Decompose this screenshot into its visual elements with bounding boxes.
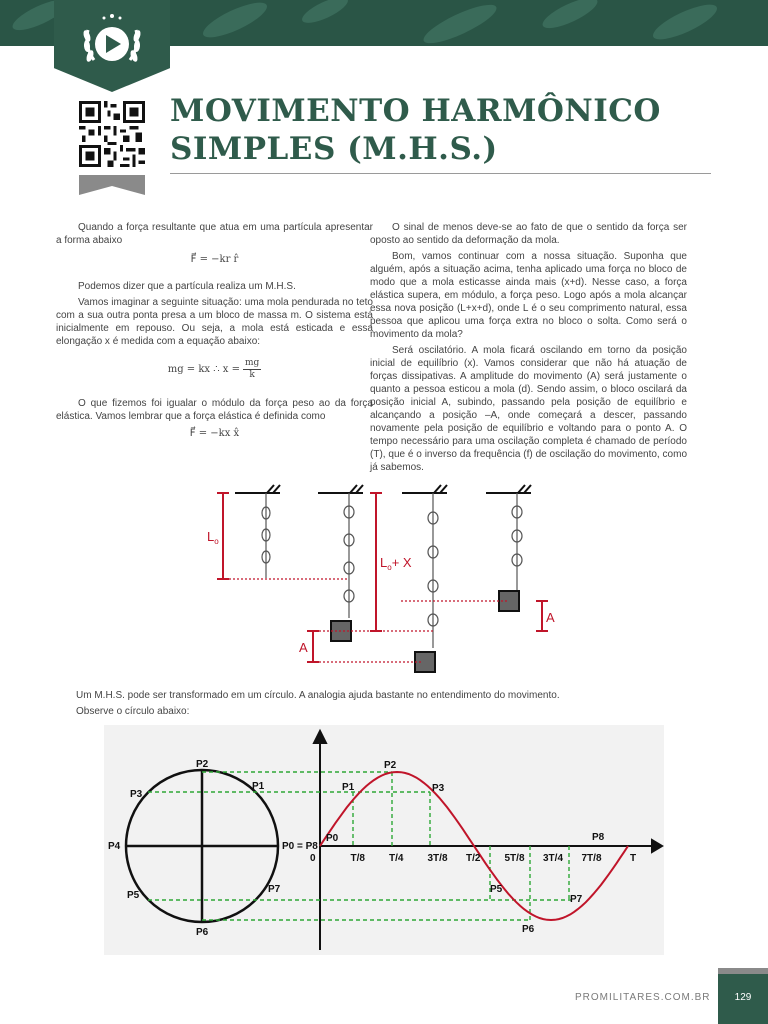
analogy-line-1: Um M.H.S. pode ser transformado em um círculo. A analogia ajuda bastante no entendimento do movimento. (76, 690, 560, 701)
fraction-numerator: mg (244, 358, 260, 368)
circle-point-label: P3 (130, 789, 143, 800)
title-divider (170, 173, 711, 174)
fraction-denominator: k (249, 370, 255, 380)
equation-elastic-force: F⃗ = −kx x̂ (189, 428, 240, 439)
wave-point-label: P7 (570, 894, 583, 905)
label-L0X-rest: + X (391, 555, 412, 570)
tick-label: 3T/8 (427, 853, 448, 864)
tick-label: T/4 (389, 853, 404, 864)
footer-url[interactable]: PROMILITARES.COM.BR (575, 992, 711, 1003)
tick-label: T/2 (466, 853, 481, 864)
circle-point-label: P0 = P8 (282, 841, 318, 852)
wave-point-label: P0 (326, 833, 339, 844)
circle-sine-diagram (104, 725, 664, 955)
paragraph: Podemos dizer que a partícula realiza um M.H.S. (78, 281, 296, 292)
equation-lhs: mg = kx ∴ x = (167, 364, 240, 375)
page-title (170, 92, 730, 168)
circle-point-label: P1 (252, 781, 265, 792)
left-column (56, 221, 373, 450)
wave-point-label: P3 (432, 783, 445, 794)
paragraph: Quando a força resultante que atua em uma partícula apresentar a forma abaixo (56, 222, 373, 246)
wave-point-label: P6 (522, 924, 535, 935)
tick-label-group (310, 853, 636, 864)
circle-point-label: P4 (108, 841, 121, 852)
chapter-badge (54, 0, 170, 92)
play-laurel-icon (54, 0, 170, 92)
paragraph: Será oscilatório. A mola ficará oscilando em torno da posição inicial de equilíbrio (x). Vamos considerar que não há atuação de forças dissipativas. A amplitude do movimento (A) será justamente o quanto a pessoa esticou a mola (d). Sendo assim, o bloco oscilará da posição inicial A, subindo, passando pela posição de equilíbrio e alcançando a posição –A, onde começará a descer, passando novamente pela posição de equilíbrio e voltando para o ponto A. O tempo necessário para uma oscilação completa é chamado de período (T), que é o inverso da frequência (f) de oscilação do movimento, como já sabemos. (370, 345, 687, 473)
wave-point-label: P5 (490, 884, 503, 895)
fraction (243, 358, 261, 381)
paragraph: O sinal de menos deve-se ao fato de que o sentido da força ser oposto ao sentido da deformação da mola. (370, 222, 687, 246)
label-L0X-subscript: o (387, 563, 392, 572)
circle-point-label: P7 (268, 884, 281, 895)
circle-point-label: P2 (196, 759, 209, 770)
tick-label: 5T/8 (504, 853, 525, 864)
svg-text:Lo+ X (380, 555, 412, 572)
qr-code-icon[interactable] (79, 101, 145, 167)
label-amplitude-right: A (546, 610, 555, 625)
svg-text:Lo (207, 529, 219, 546)
label-L0-subscript: o (214, 537, 219, 546)
title-line-2: SIMPLES (M.H.S.) (170, 131, 498, 167)
circle-point-label: P6 (196, 927, 209, 938)
label-amplitude-left: A (299, 640, 308, 655)
tick-label: 3T/4 (543, 853, 564, 864)
right-column (370, 221, 687, 477)
wave-point-label: P8 (592, 832, 605, 843)
equation-force-radial: F⃗ = −kr r̂ (190, 254, 239, 265)
spring-diagram (195, 478, 565, 678)
qr-tab-decoration (79, 175, 145, 195)
paragraph: O que fizemos foi igualar o módulo da força peso ao da força elástica. Vamos lembrar que a força elástica é definida como (56, 398, 373, 422)
paragraph: Vamos imaginar a seguinte situação: uma mola pendurada no teto com a sua outra ponta presa a um bloco de massa m. O sistema está inicialmente em repouso. Ou seja, a mola está esticada e essa elongação x é medida com a equação abaixo: (56, 297, 373, 347)
label-L0X: L (380, 555, 388, 570)
wave-point-label: P1 (342, 782, 355, 793)
tick-label: T/8 (350, 853, 365, 864)
paragraph: Bom, vamos continuar com a nossa situação. Suponha que alguém, após a situação acima, tenha aplicado uma força no bloco de modo que a mola esticasse ainda mais (x+d). Nesse caso, a força elástica supera, em módulo, a força peso. Logo após a mola alcançar essa nova posição (L+x+d), onde L é o seu comprimento natural, essa pessoa que aplicou uma força extra no bloco o solta. Como será o movimento da mola? (370, 251, 687, 340)
analogy-text (76, 688, 696, 720)
wave-point-label: P2 (384, 760, 397, 771)
label-L0: L (207, 529, 215, 544)
tick-label: 7T/8 (581, 853, 602, 864)
page-number: 129 (734, 992, 752, 1003)
equation-elongation (56, 358, 373, 381)
circle-point-label: P5 (127, 890, 140, 901)
analogy-line-2: Observe o círculo abaixo: (76, 706, 190, 717)
tick-label: 0 (310, 853, 316, 864)
tick-label: T (630, 853, 637, 864)
page-number-tab (718, 968, 768, 1024)
title-line-1: MOVIMENTO HARMÔNICO (170, 93, 661, 129)
